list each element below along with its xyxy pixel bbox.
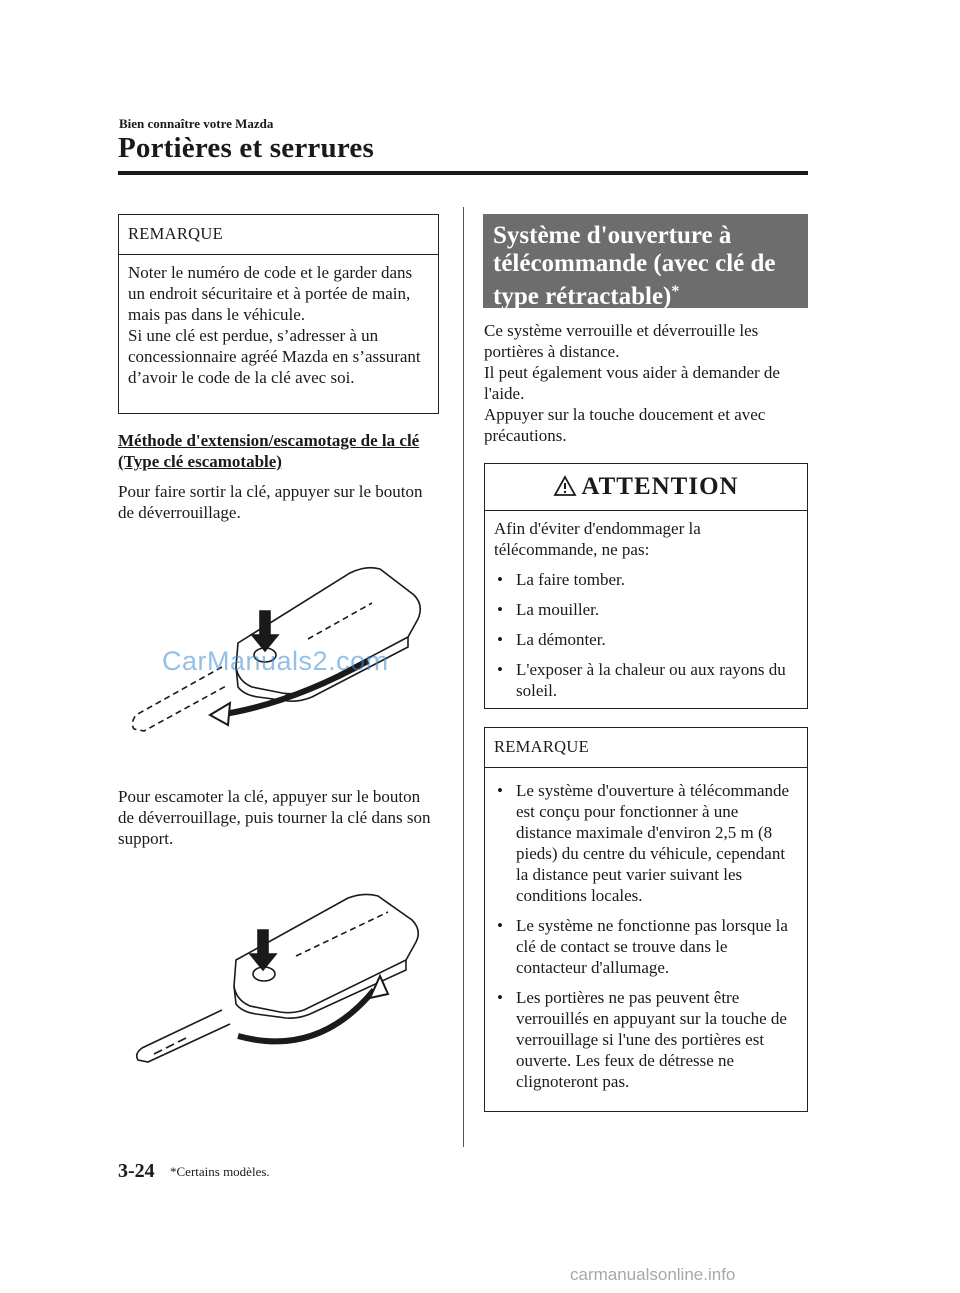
attention-label: ATTENTION xyxy=(581,473,739,500)
watermark-bottom: carmanualsonline.info xyxy=(570,1265,736,1284)
asterisk-mark: * xyxy=(671,283,680,300)
attention-list xyxy=(494,569,798,701)
header-rule xyxy=(118,171,808,175)
note-line: Si une clé est perdue, s’adresser à un concessionnaire agréé Mazda en s’assurant d’avoir le code de la clé avec soi. xyxy=(128,326,421,387)
list-item: • La faire tomber. xyxy=(494,569,798,590)
list-item: • Le système ne fonctionne pas lorsque la clé de contact se trouve dans le contacteur d'allumage. xyxy=(494,915,798,978)
retract-instructions: Pour escamoter la clé, appuyer sur le bouton de déverrouillage, puis tourner la clé dans son support. xyxy=(118,787,431,848)
watermark-center: CarManuals2.com xyxy=(162,646,389,676)
list-item: • La démonter. xyxy=(494,629,798,650)
page-title: Portières et serrures xyxy=(118,132,374,164)
description-line: Il peut également vous aider à demander de l'aide. xyxy=(484,363,780,403)
description-line: Ce système verrouille et déverrouille les portières à distance. xyxy=(484,321,759,361)
attention-intro: Afin d'éviter d'endommager la télécommande, ne pas: xyxy=(494,519,701,559)
column-divider xyxy=(463,207,464,1147)
list-item: • Le système d'ouverture à télécommande est conçu pour fonctionner à une distance maximale d'environ 2,5 m (8 pieds) du centre du véhicule, cependant la distance peut varier suivant les conditions locales. xyxy=(494,780,798,906)
attention-box xyxy=(484,463,808,709)
section-heading-remote xyxy=(483,214,808,308)
note-list xyxy=(494,780,798,1092)
note-heading: REMARQUE xyxy=(485,728,807,768)
footnote: *Certains modèles. xyxy=(170,1164,270,1179)
list-item: • Les portières ne pas peuvent être verrouillés en appuyant sur la touche de verrouillage si l'une des portières est ouverte. Les feux de détresse ne clignoteront pas. xyxy=(494,987,798,1092)
note-box-code xyxy=(118,214,439,414)
list-item: • L'exposer à la chaleur ou aux rayons du soleil. xyxy=(494,659,798,701)
note-body xyxy=(485,768,807,1100)
section-label: Bien connaître votre Mazda xyxy=(119,116,274,131)
attention-heading xyxy=(485,464,807,511)
note-line: Noter le numéro de code et le garder dans un endroit sécuritaire et à portée de main, mais pas dans le véhicule. xyxy=(128,263,413,324)
note-box-remote xyxy=(484,727,808,1112)
remote-description xyxy=(484,320,809,446)
list-item: • La mouiller. xyxy=(494,599,798,620)
extend-instructions: Pour faire sortir la clé, appuyer sur le bouton de déverrouillage. xyxy=(118,482,423,522)
note-heading: REMARQUE xyxy=(119,215,438,255)
page-number: 3-24 xyxy=(118,1160,155,1182)
method-heading: Méthode d'extension/escamotage de la clé (Type clé escamotable) xyxy=(118,431,420,471)
note-body xyxy=(119,255,438,396)
attention-body xyxy=(485,511,807,709)
section-title: Système d'ouverture à télécommande (avec clé de type rétractable) xyxy=(493,222,776,310)
warning-triangle-icon xyxy=(553,475,577,497)
description-line: Appuyer sur la touche doucement et avec précautions. xyxy=(484,405,766,445)
key-retract-illustration xyxy=(118,890,438,1080)
